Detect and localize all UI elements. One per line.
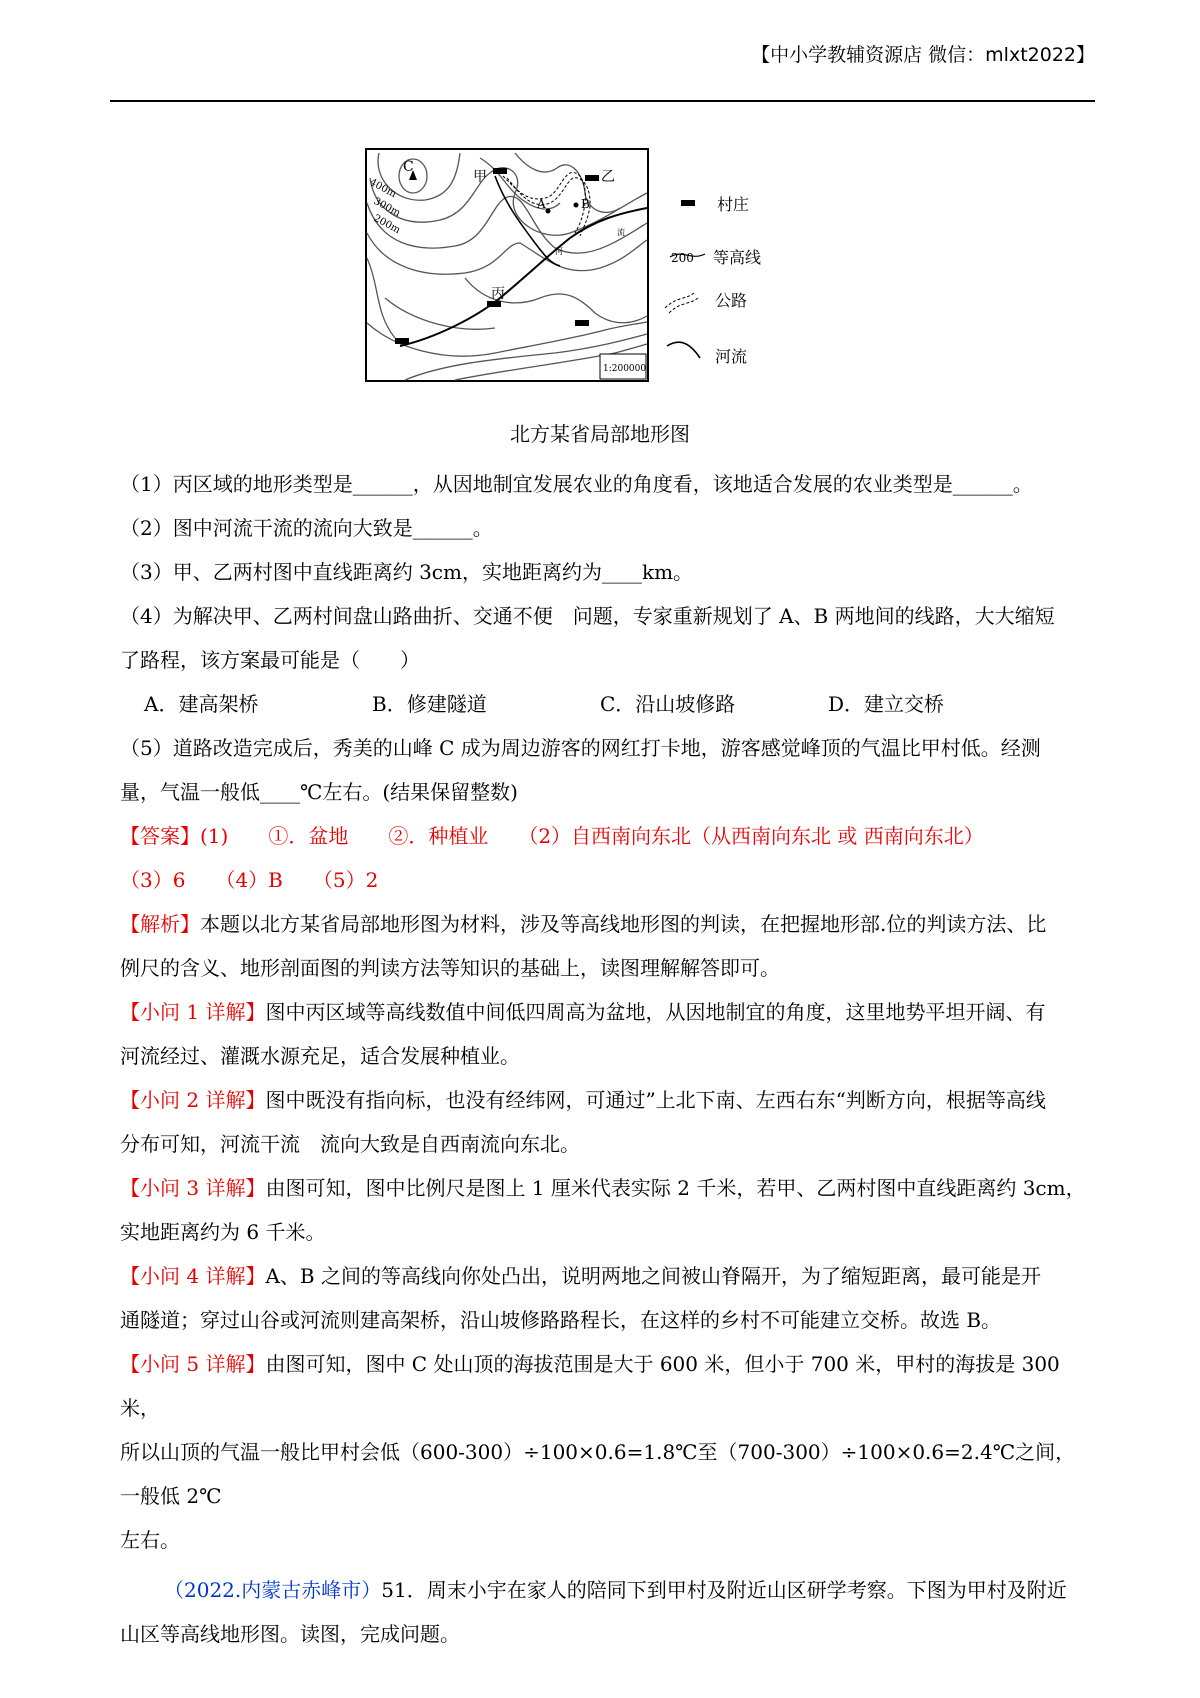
option-a: A．建高架桥 bbox=[144, 692, 259, 716]
question-2: （2）图中河流干流的流向大致是______。 bbox=[120, 516, 493, 540]
answer-line-2: （3）6 （4）B （5）2 bbox=[120, 868, 379, 892]
question-5-line-2: 量，气温一般低____℃左右。(结果保留整数) bbox=[120, 780, 518, 804]
header-rule bbox=[110, 100, 1095, 102]
answer-line-1 bbox=[120, 814, 1090, 858]
detail-2-line-2: 分布可知，河流干流 流向大致是自西南流向东北。 bbox=[120, 1132, 580, 1156]
question-content bbox=[120, 462, 1090, 1656]
detail-2-line-1 bbox=[120, 1078, 1090, 1122]
detail-1-text-1: 图中丙区域等高线数值中间低四周高为盆地，从因地制宜的角度，这里地势平坦开阔、有 bbox=[265, 1000, 1046, 1024]
map-label-peak: C bbox=[403, 159, 414, 175]
answer-text-1: (1) ①．盆地 ②．种植业 （2）自西南向东北（从西南向东北 或 西南向东北） bbox=[200, 824, 984, 848]
map-label-a: A bbox=[537, 197, 546, 211]
analysis-text-1: 本题以北方某省局部地形图为材料，涉及等高线地形图的判读，在把握地形部.位的判读方法、比 bbox=[200, 912, 1047, 936]
answer-label: 【答案】 bbox=[120, 824, 200, 848]
analysis-line-2: 例尺的含义、地形剖面图的判读方法等知识的基础上，读图理解解答即可。 bbox=[120, 956, 780, 980]
village-yi-icon bbox=[585, 175, 599, 181]
detail-2-label: 【小问 2 详解】 bbox=[120, 1088, 266, 1112]
next-question-line-2: 山区等高线地形图。读图，完成问题。 bbox=[120, 1622, 460, 1646]
village-jia-icon bbox=[493, 168, 507, 174]
point-b-dot bbox=[574, 203, 579, 208]
detail-3-line-2: 实地距离约为 6 千米。 bbox=[120, 1220, 326, 1244]
analysis-line-1 bbox=[120, 902, 1090, 946]
question-4-line-2: 了路程，该方案最可能是（ ） bbox=[120, 648, 420, 672]
detail-4-label: 【小问 4 详解】 bbox=[120, 1264, 266, 1288]
detail-4-text-1: A、B 之间的等高线向你处凸出，说明两地之间被山脊隔开，为了缩短距离，最可能是开 bbox=[265, 1264, 1041, 1288]
detail-5-label: 【小问 5 详解】 bbox=[120, 1352, 266, 1376]
detail-5-line-3: 左右。 bbox=[120, 1528, 180, 1552]
analysis-label: 【解析】 bbox=[120, 912, 200, 936]
legend-road-icon bbox=[665, 292, 695, 308]
detail-4-line-1 bbox=[120, 1254, 1090, 1298]
question-5-line-1: （5）道路改造完成后，秀美的山峰 C 成为周边游客的网红打卡地，游客感觉峰顶的气温比甲村低。经测 bbox=[120, 736, 1041, 760]
map-label-bing: 丙 bbox=[491, 286, 505, 302]
option-b: B．修建隧道 bbox=[372, 692, 487, 716]
detail-5-text-1: 由图可知，图中 C 处山顶的海拔范围是大于 600 米，但小于 700 米，甲村的海拔是 300 米， bbox=[120, 1352, 1060, 1420]
detail-1-label: 【小问 1 详解】 bbox=[120, 1000, 266, 1024]
detail-3-label: 【小问 3 详解】 bbox=[120, 1176, 266, 1200]
village-icon bbox=[395, 338, 409, 344]
option-c: C．沿山坡修路 bbox=[600, 692, 736, 716]
legend-contour-value: 200 bbox=[671, 251, 694, 265]
next-question-text-1: 51．周末小宇在家人的陪同下到甲村及附近山区研学考察。下图为甲村及附近 bbox=[381, 1578, 1067, 1602]
topographic-map bbox=[365, 148, 820, 413]
contour-label-200: 200m bbox=[371, 212, 402, 237]
legend-river-label: 河流 bbox=[715, 347, 748, 366]
map-label-yi: 乙 bbox=[601, 169, 615, 185]
detail-3-text-1: 由图可知，图中比例尺是图上 1 厘米代表实际 2 千米，若甲、乙两村图中直线距离约 3cm， bbox=[265, 1176, 1086, 1200]
detail-1-line-2: 河流经过、灌溉水源充足，适合发展种植业。 bbox=[120, 1044, 520, 1068]
contour-label-300: 300m bbox=[371, 195, 402, 220]
option-d: D．建立交桥 bbox=[828, 692, 945, 716]
question-4-line-1: （4）为解决甲、乙两村间盘山路曲折、交通不便 问题，专家重新规划了 A、B 两地间的线路，大大缩短 bbox=[120, 604, 1055, 628]
question-3: （3）甲、乙两村图中直线距离约 3cm，实地距离约为____km。 bbox=[120, 560, 694, 584]
detail-5-line-1 bbox=[120, 1342, 1090, 1430]
legend-road-label: 公路 bbox=[715, 291, 748, 310]
map-caption: 北方某省局部地形图 bbox=[510, 422, 690, 446]
contour-label-400: 400m bbox=[367, 176, 398, 201]
legend-contour-label: 等高线 bbox=[713, 248, 762, 267]
point-a-dot bbox=[546, 209, 551, 214]
map-label-river-1: 流 bbox=[617, 228, 625, 237]
detail-1-line-1 bbox=[120, 990, 1090, 1034]
detail-5-line-2: 所以山顶的气温一般比甲村会低（600-300）÷100×0.6=1.8℃至（700-300）÷100×0.6=2.4℃之间，一般低 2℃ bbox=[120, 1440, 1076, 1508]
map-label-river-2: 河 bbox=[555, 247, 563, 256]
detail-2-text-1: 图中既没有指向标，也没有经纬网，可通过”上北下南、左西右东“判断方向，根据等高线 bbox=[265, 1088, 1046, 1112]
map-label-b: B bbox=[581, 197, 590, 211]
map-scale: 1:200000 bbox=[603, 364, 647, 374]
detail-4-line-2: 通隧道；穿过山谷或河流则建高架桥，沿山坡修路路程长，在这样的乡村不可能建立交桥。故选 B。 bbox=[120, 1308, 1002, 1332]
question-4-options bbox=[120, 682, 1090, 726]
legend-village-icon bbox=[681, 200, 695, 206]
page-header: 【中小学教辅资源店 微信：mlxt2022】 bbox=[751, 44, 1095, 66]
contour-lines bbox=[367, 153, 647, 380]
legend-river-icon bbox=[667, 342, 700, 358]
next-question-source: （2022.内蒙古赤峰市） bbox=[164, 1578, 382, 1602]
topographic-map-figure bbox=[365, 148, 820, 413]
legend-village-label: 村庄 bbox=[717, 195, 750, 214]
question-1: （1）丙区域的地形类型是______，从因地制宜发展农业的角度看，该地适合发展的农业类型是______。 bbox=[120, 472, 1033, 496]
village-icon bbox=[575, 320, 589, 326]
detail-3-line-1 bbox=[120, 1166, 1090, 1210]
map-label-jia: 甲 bbox=[473, 169, 487, 185]
next-question-line-1 bbox=[120, 1568, 1090, 1612]
